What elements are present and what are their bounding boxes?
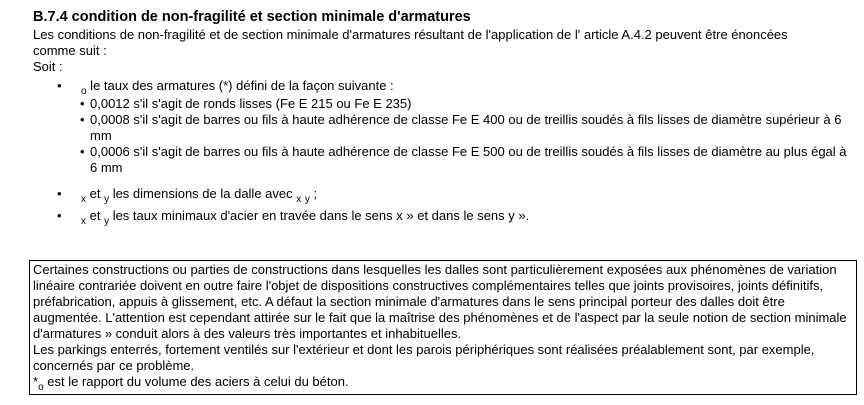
intro-paragraph: Les conditions de non-fragilité et de section minimale d'armatures résultant de l'application de l' article A.4.2 peuvent être énoncées comme suit : [33, 27, 788, 58]
subscript-y: y [104, 216, 110, 227]
bullet-icon: • [80, 112, 85, 127]
subitem-text: 0,0012 s'il s'agit de ronds lisses (Fe E 215 ou Fe E 235) [90, 96, 412, 111]
list-item-dimensions: • $_x$ et $_y$ les dimensions de la dalle avec $_x$ $_y$ ; [57, 186, 318, 205]
comment-box [29, 260, 857, 395]
list-item-rho [33, 78, 853, 96]
subscript-y: y [304, 194, 310, 205]
list-item-min-rates [33, 208, 853, 226]
subscript-o: o [38, 382, 44, 393]
bullet-icon: • [80, 144, 85, 159]
subitem-fe500 [33, 144, 853, 176]
footnote-text: est le rapport du volume des aciers à celui du béton. [43, 374, 349, 389]
rho-text: le taux des armatures (*) défini de la façon suivante : [86, 78, 394, 93]
subitem-round-bars [33, 96, 853, 112]
comment-paragraph: Certaines constructions ou parties de constructions dans lesquelles les dalles sont particulièrement exposées aux phénomènes de variation linéaire contrariée doivent en outre faire l'objet de dispositions constructives complémentaires telles que joints provisoires, joints définitifs, préfabrication, appuis à glissement, etc. A défaut la section minimale d'armatures dans le sens principal porteur des dalles doit être augmentée. L'attention est cependant attirée sur le fait que la maîtrise des phénomènes et de l'aspect par la seule notion de section minimale d'armatures » conduit alors à des valeurs très importantes et inhabituelles. [33, 262, 847, 341]
subscript-x: x [81, 216, 86, 227]
comment-paragraph-parkings: Les parkings enterrés, fortement ventilés sur l'extérieur et dont les parois périphériques sont réalisées préalablement sont, par exemple, concernés par ce problème. [33, 342, 815, 373]
et-text: et [86, 186, 105, 201]
section-heading: B.7.4 condition de non-fragilité et section minimale d'armatures [33, 9, 471, 25]
dimensions-text: les dimensions de la dalle avec [109, 186, 297, 201]
subitem-fe400 [33, 112, 853, 144]
footnote-star: * [33, 374, 39, 389]
subitem-text: 0,0006 s'il s'agit de barres ou fils à haute adhérence de classe Fe E 500 ou de treillis soudés à fils lisses de diamètre au plus égal à 6 mm [90, 144, 847, 175]
subscript-o: o [81, 86, 87, 97]
footnote [33, 374, 853, 392]
definition-list [33, 78, 853, 226]
min-rates-text: les taux minimaux d'acier en travée dans le sens x » et dans le sens y ». [109, 208, 530, 223]
bullet-icon: • [80, 96, 85, 111]
subscript-y: y [104, 194, 110, 205]
bullet-icon: • [57, 78, 62, 93]
et-text: et [86, 208, 105, 223]
intro-block [33, 27, 833, 75]
intro-soit: Soit : [33, 59, 63, 74]
subitem-text: 0,0008 s'il s'agit de barres ou fils à haute adhérence de classe Fe E 400 ou de treillis soudés à fils lisses de diamètre supérieur à 6 mm [90, 112, 842, 143]
subscript-x: x [81, 194, 86, 205]
bullet-icon: • [57, 208, 62, 223]
bullet-icon: • [57, 186, 62, 201]
subscript-x: x [296, 194, 302, 205]
